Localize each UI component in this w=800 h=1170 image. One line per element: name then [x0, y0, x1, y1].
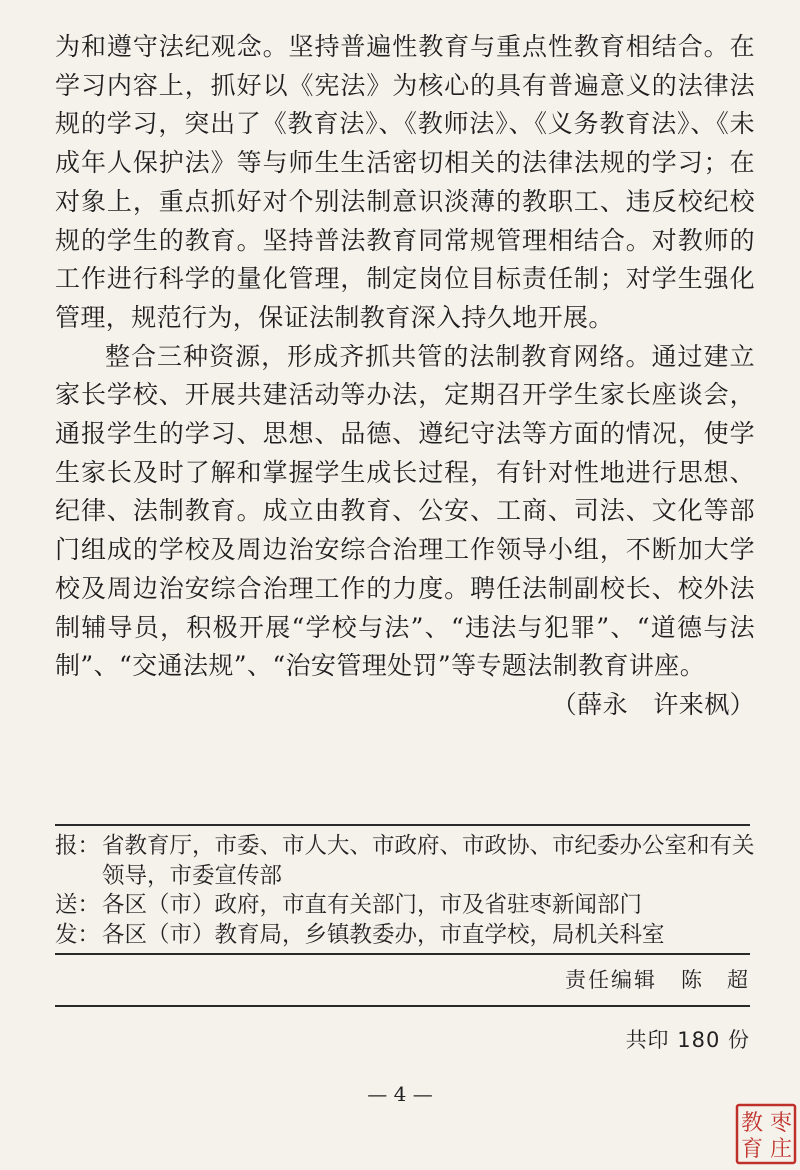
distribution-text: 省教育厅，市委、市人大、市政府、市政协、市纪委办公室和有关领导，市委宣传部 — [102, 833, 755, 889]
divider-top — [55, 824, 750, 826]
distribution-text: 各区（市）教育局，乡镇教委办，市直学校，局机关科室 — [102, 921, 665, 948]
seal-char: 育 — [740, 1137, 764, 1162]
editor-name: 陈 超 — [681, 968, 750, 992]
seal-char: 教 — [740, 1111, 764, 1136]
article-body — [55, 28, 755, 725]
paragraph-1: 为和遵守法纪观念。坚持普遍性教育与重点性教育相结合。在学习内容上，抓好以《宪法》为核心的具有普遍意义的法律法规的学习，突出了《教育法》、《教师法》、《义务教育法》、《未成年人保护法》等与师生生活密切相关的法律法规的学习；在对象上，重点抓好对个别法制意识淡薄的教职工、违反校纪校规的学生的教育。坚持普法教育同常规管理相结合。对教师的工作进行科学的量化管理，制定岗位目标责任制；对学生强化管理，规范行为，保证法制教育深入持久地开展。 — [55, 32, 755, 332]
distribution-label: 送： — [55, 892, 101, 918]
seal-char: 庄 — [769, 1137, 793, 1162]
paragraph-2-text: 整合三种资源，形成齐抓共管的法制教育网络。通过建立家长学校、开展共建活动等办法，定期召开学生家长座谈会，通报学生的学习、思想、品德、遵纪守法等方面的情况，使学生家长及时了解和掌握学生成长过程，有针对性地进行思想、纪律、法制教育。成立由教育、公安、工商、司法、文化等部门组成的学校及周边治安综合治理工作领导小组，不断加大学校及周边治安综合治理工作的力度。聘任法制副校长、校外法制辅导员，积极开展“学校与法”、“违法与犯罪”、“道德与法制”、“交通法规”、“治安管理处罚”等专题法制教育讲座。 — [55, 341, 755, 681]
editor-credit — [565, 964, 750, 994]
distribution-report — [55, 832, 755, 891]
distribution-label: 发： — [55, 921, 101, 948]
divider-middle — [55, 953, 750, 955]
print-copies: 共印 180 份 — [625, 1028, 750, 1052]
page-number: — 4 — — [367, 1082, 433, 1106]
seal-char: 枣 — [769, 1111, 793, 1136]
distribution-label: 报： — [55, 833, 101, 859]
paragraph-2 — [55, 338, 755, 686]
seal-stamp-icon — [735, 1103, 797, 1165]
editor-label: 责任编辑 — [565, 968, 657, 992]
author-signature: （薛永 许来枫） — [551, 689, 755, 719]
divider-bottom — [55, 1005, 750, 1007]
distribution-issue — [55, 921, 755, 951]
distribution-text: 各区（市）政府，市直有关部门，市及省驻枣新闻部门 — [102, 892, 643, 918]
distribution-list — [55, 832, 755, 950]
distribution-send — [55, 891, 755, 921]
author-line — [55, 686, 755, 725]
